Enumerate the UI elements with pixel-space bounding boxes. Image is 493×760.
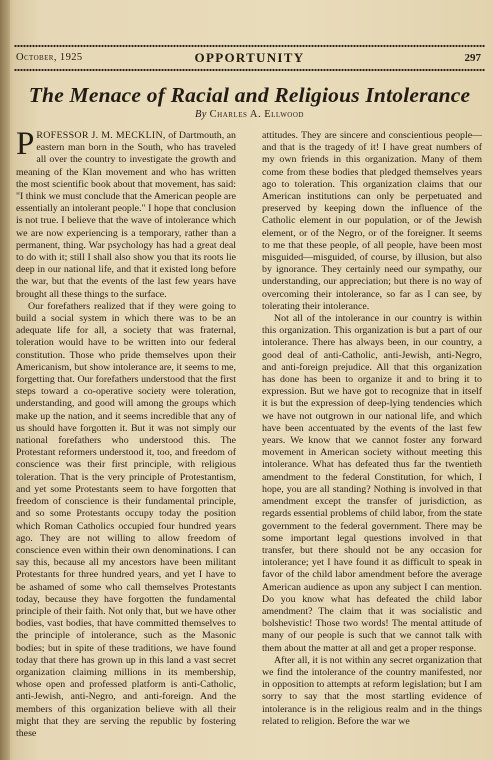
dotted-rule-top (14, 44, 485, 48)
author-name: Charles A. Ellwood (209, 109, 304, 120)
paragraph-1-text: of Dartmouth, an eastern man born in the South, who has traveled all over the country to investigate the growth and meaning of the Klan movement and who has written the most scientific book about that movement, has said: "I think we must conclude that the American people are essentially an intolerant people." I hope that conclusion is not true. I believe that the wave of intolerance which we are now experiencing is a temporary, rather than a permanent, thing. War psychology has had a great deal to do with it; still I shall also show you that its roots lie deep in our national life, and that it existed long before the war, but that the events of the last few years have brought all these things to the surface. (16, 130, 236, 300)
dotted-rule-bottom (14, 68, 485, 72)
running-head (14, 44, 485, 74)
column-left (16, 126, 236, 740)
paragraph-2: Our forefathers realized that if they were going to build a social system in which there was to be an adequate life for all, a society that was fraternal, toleration would have to be written into our federal constitution. Those who pride themselves upon their Americanism, but show intolerance are, it seems to me, forgetting that. Our forefathers understood that the first steps toward a co-operative society were toleration, understanding, and good will among the groups which make up the nation, and it seems incredible that any of us should have forgotten it. But it was not simply our national forefathers who understood this. The Protestant reformers understood it, too, and freedom of conscience was their first principle, with religious toleration. That is the very principle of Protestantism, and yet some Protestants seem to have forgotten that freedom of conscience is their fundamental principle, and so some Protestants occupy today the position which Roman Catholics occupied four hundred years ago. They are not willing to allow freedom of conscience even within their own denominations. I can say this, because all my ancestors have been militant Protestants for three hundred years, and yet I have to be ashamed of some who call themselves Protestants today, because they have forgotten the fundamental principle of their faith. Not only that, but we have other bodies, vast bodies, that have committed themselves to the principle of intolerance, such as the Masonic bodies; but in spite of these traditions, we have found today that there has grown up in this land a vast secret organization claiming millions in its membership, whose open and professed platform is anti-Catholic, anti-Jewish, anti-Negro, and anti-foreign. And the members of this organization believe with all their might that they are serving the republic by fostering these (16, 300, 236, 739)
drop-cap: P (16, 126, 35, 162)
paragraph-1 (16, 126, 236, 301)
magazine-name: OPPORTUNITY (194, 50, 305, 65)
paragraph-4: Not all of the intolerance in our country is within this organization. This organization is but a part of our intolerance. There has always been, in our country, a good deal of anti-Catholic, anti-Jewish, anti-Negro, and anti-foreign prejudice. All that this organization has done has been to organize it and to bring it to expression. But we have got to recognize that in itself it is but the expression of deep-lying tendencies which we have not outgrown in our national life, and which have been accentuated by the events of the last few years. We know that we cannot foster any forward movement in American society without meeting this intolerance. What has defeated thus far the twentieth amendment to the federal Constitution, for which, I hope, you are all standing? Nothing is involved in that amendment except the transfer of jurisdiction, as regards essential problems of child labor, from the state government to the federal government. There may be some important legal questions involved in that transfer, but there should not be any occasion for intolerance; yet I have found it as difficult to speak in favor of the child labor amendment before the average American audience as upon any subject I can mention. Do you know what has defeated the child labor amendment? The claim that it was socialistic and bolshevistic! Those two words! The mental attitude of many of our people is such that we cannot talk with them about the matter at all and get a proper response. (262, 313, 482, 654)
page-number: 297 (464, 52, 481, 64)
column-right (262, 130, 482, 728)
paragraph-5: After all, it is not within any secret organization that we find the intolerance of the country manifested, nor in opposition to attempts at reform legislation; but I am sorry to say that the most startling evidence of intolerance is in the religious realm and in the things related to religion. Before the war we (262, 654, 482, 727)
lead-in-caps: ROFESSOR J. M. MECKLIN, (36, 130, 166, 141)
byline (14, 109, 485, 120)
issue-date: October, 1925 (16, 52, 83, 63)
paragraph-3: attitudes. They are sincere and conscientious people—and that is the tragedy of it! I have great numbers of my own friends in this organization. Many of them come from these bodies that pledged themselves years ago to toleration. This organization claims that our American institutions can only be perpetuated and preserved by keeping down the influence of the Catholic element in our population, or of the Jewish element, or of the Negro, or of the foreigner. It seems to me that these people, of all people, have been most misguided—misguided, of course, by illusion, but also by ignorance. They certainly need our sympathy, our understanding, our appreciation; but there is no way of overcoming their intolerance, so far as I can see, by tolerating their intolerance. (262, 130, 482, 312)
article-title: The Menace of Racial and Religious Intolerance (28, 83, 471, 107)
page-binding-shadow (0, 0, 10, 760)
byline-prefix: By (195, 109, 207, 120)
